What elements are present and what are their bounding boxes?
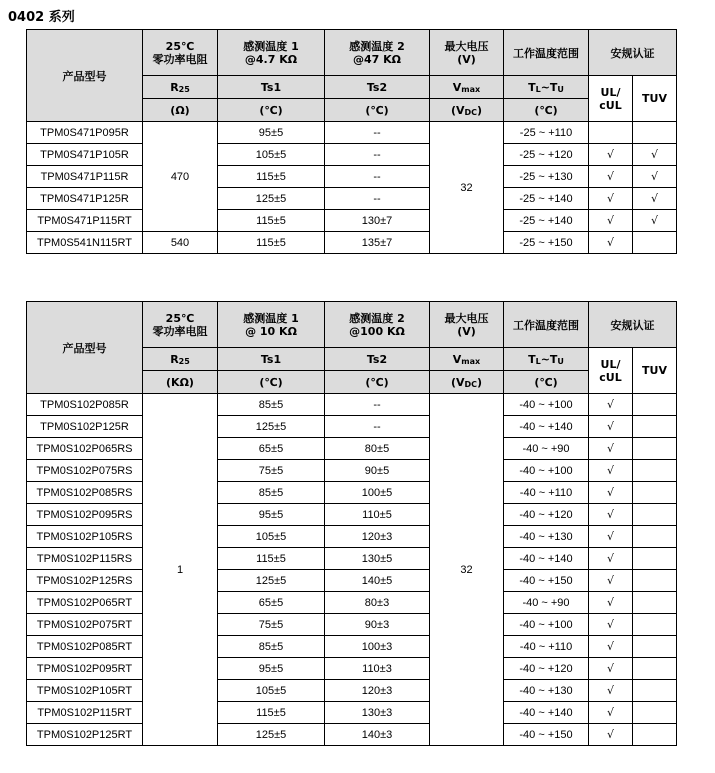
ul-check: √ [589, 188, 633, 210]
temp-range: -40 ~ +140 [504, 416, 589, 438]
part-number: TPM0S471P115R [27, 166, 143, 188]
ul-check: √ [589, 658, 633, 680]
header-vmax-symbol [430, 348, 504, 371]
header-r25-line1: 25℃ [165, 311, 195, 325]
ts2-value: 120±3 [325, 526, 430, 548]
vdc-close: ) [477, 103, 483, 117]
temp-range: -40 ~ +140 [504, 548, 589, 570]
tuv-check [633, 232, 677, 254]
header-ts1-line1: 感测温度 1 [243, 39, 299, 53]
ts2-value: 110±5 [325, 504, 430, 526]
ts2-value: 130±5 [325, 548, 430, 570]
header-vmax-line2: (V) [457, 52, 476, 66]
header-r25-line2: 零功率电阻 [152, 324, 208, 338]
header-ul-line1: UL/ [600, 357, 621, 371]
ul-check: √ [589, 166, 633, 188]
tuv-check [633, 702, 677, 724]
temp-range: -25 ~ +140 [504, 210, 589, 232]
ul-check: √ [589, 144, 633, 166]
header-vmax [430, 302, 504, 348]
part-number: TPM0S102P125RS [27, 570, 143, 592]
header-part-number: 产品型号 [27, 302, 143, 394]
ts1-value: 125±5 [218, 724, 325, 746]
part-number: TPM0S471P115RT [27, 210, 143, 232]
table-row [27, 460, 677, 482]
ts1-value: 115±5 [218, 166, 325, 188]
r25-value: 540 [143, 232, 218, 254]
tuv-check [633, 438, 677, 460]
vdc-open: (V [450, 375, 465, 389]
series-title: 0402 系列 [8, 10, 75, 25]
table-row [27, 438, 677, 460]
ul-check: √ [589, 210, 633, 232]
header-r25 [143, 30, 218, 76]
r25-sym: R [170, 352, 179, 366]
ts1-value: 85±5 [218, 636, 325, 658]
ul-check: √ [589, 394, 633, 416]
ul-check: √ [589, 636, 633, 658]
ts1-value: 125±5 [218, 188, 325, 210]
header-vmax-unit [430, 371, 504, 394]
tu-sym: ~T [540, 352, 558, 366]
part-number: TPM0S471P125R [27, 188, 143, 210]
ul-check: √ [589, 504, 633, 526]
vdc-sub: DC [464, 107, 478, 117]
header-r25-line2: 零功率电阻 [152, 52, 208, 66]
ul-check: √ [589, 724, 633, 746]
temp-range: -40 ~ +150 [504, 724, 589, 746]
header-vmax-symbol [430, 76, 504, 99]
header-ts2-line1: 感测温度 2 [349, 311, 405, 325]
tuv-check [633, 460, 677, 482]
ts1-value: 115±5 [218, 702, 325, 724]
r25-value: 470 [143, 122, 218, 232]
spec-table-1 [26, 29, 677, 254]
vmax-sym: V [452, 80, 462, 94]
vmax-sub: max [461, 84, 481, 94]
tuv-check [633, 724, 677, 746]
header-range-symbol [504, 76, 589, 99]
ts2-value: 110±3 [325, 658, 430, 680]
temp-range: -25 ~ +110 [504, 122, 589, 144]
ul-check: √ [589, 482, 633, 504]
ts1-value: 115±5 [218, 210, 325, 232]
tl-sym: T [528, 80, 536, 94]
temp-range: -40 ~ +130 [504, 680, 589, 702]
tl-sym: T [528, 352, 536, 366]
header-ul [589, 76, 633, 122]
tuv-check [633, 482, 677, 504]
table-row [27, 122, 677, 144]
part-number: TPM0S102P075RT [27, 614, 143, 636]
tuv-check: √ [633, 144, 677, 166]
ts2-value: -- [325, 144, 430, 166]
ts2-value: 120±3 [325, 680, 430, 702]
ul-check: √ [589, 570, 633, 592]
header-ul [589, 348, 633, 394]
tuv-check: √ [633, 166, 677, 188]
header-r25-symbol [143, 348, 218, 371]
vdc-close: ) [477, 375, 483, 389]
header-ts2-line1: 感测温度 2 [349, 39, 405, 53]
part-number: TPM0S102P075RS [27, 460, 143, 482]
table-row [27, 526, 677, 548]
vmax-sym: V [452, 352, 462, 366]
header-range-unit: (℃) [504, 371, 589, 394]
ts1-value: 105±5 [218, 144, 325, 166]
ts1-value: 105±5 [218, 526, 325, 548]
ts1-value: 125±5 [218, 570, 325, 592]
tuv-check [633, 416, 677, 438]
header-vmax-line1: 最大电压 [444, 39, 489, 53]
r25-value: 1 [143, 394, 218, 746]
ul-check: √ [589, 232, 633, 254]
part-number: TPM0S102P085RT [27, 636, 143, 658]
ts2-value: 90±5 [325, 460, 430, 482]
header-cert: 安规认证 [589, 30, 677, 76]
part-number: TPM0S102P105RS [27, 526, 143, 548]
r25-sym: R [170, 80, 179, 94]
tuv-check: √ [633, 210, 677, 232]
ul-check: √ [589, 416, 633, 438]
ul-check: √ [589, 526, 633, 548]
header-ts2-symbol: Ts2 [325, 76, 430, 99]
tuv-check [633, 570, 677, 592]
table-row [27, 482, 677, 504]
header-ts2-unit: (℃) [325, 99, 430, 122]
ts2-value: 140±3 [325, 724, 430, 746]
part-number: TPM0S102P105RT [27, 680, 143, 702]
ul-check: √ [589, 548, 633, 570]
part-number: TPM0S102P095RT [27, 658, 143, 680]
tuv-check: √ [633, 188, 677, 210]
ul-check: √ [589, 614, 633, 636]
tl-sub: L [535, 356, 541, 366]
header-r25-line1: 25℃ [165, 39, 195, 53]
table-row [27, 394, 677, 416]
ts2-value: -- [325, 166, 430, 188]
part-number: TPM0S102P085RS [27, 482, 143, 504]
ul-check: √ [589, 460, 633, 482]
table-row [27, 636, 677, 658]
r25-sub: 25 [178, 356, 190, 366]
header-ts1-line1: 感测温度 1 [243, 311, 299, 325]
ts2-value: 130±3 [325, 702, 430, 724]
temp-range: -40 ~ +120 [504, 504, 589, 526]
ts2-value: -- [325, 394, 430, 416]
tu-sub: U [557, 356, 564, 366]
tuv-check [633, 526, 677, 548]
ts2-value: 80±3 [325, 592, 430, 614]
ts1-value: 95±5 [218, 504, 325, 526]
ul-check: √ [589, 680, 633, 702]
table-row [27, 232, 677, 254]
temp-range: -25 ~ +130 [504, 166, 589, 188]
table-row [27, 210, 677, 232]
header-r25-symbol [143, 76, 218, 99]
table-row [27, 548, 677, 570]
table-row [27, 570, 677, 592]
header-ts1-line2: @4.7 KΩ [244, 52, 298, 66]
header-r-unit: (KΩ) [143, 371, 218, 394]
header-range-symbol [504, 348, 589, 371]
ts2-value: 140±5 [325, 570, 430, 592]
tuv-check [633, 658, 677, 680]
ts1-value: 65±5 [218, 592, 325, 614]
tuv-check [633, 122, 677, 144]
header-vmax-line2: (V) [457, 324, 476, 338]
ts2-value: 80±5 [325, 438, 430, 460]
temp-range: -40 ~ +90 [504, 592, 589, 614]
temp-range: -40 ~ +120 [504, 658, 589, 680]
part-number: TPM0S471P095R [27, 122, 143, 144]
part-number: TPM0S102P125R [27, 416, 143, 438]
part-number: TPM0S102P065RT [27, 592, 143, 614]
header-ts2-unit: (℃) [325, 371, 430, 394]
temp-range: -40 ~ +140 [504, 702, 589, 724]
ts1-value: 95±5 [218, 658, 325, 680]
header-tuv: TUV [633, 76, 677, 122]
header-r25 [143, 302, 218, 348]
tuv-check [633, 636, 677, 658]
vdc-open: (V [450, 103, 465, 117]
part-number: TPM0S102P085R [27, 394, 143, 416]
ts2-value: 100±5 [325, 482, 430, 504]
table-row [27, 144, 677, 166]
ul-check: √ [589, 702, 633, 724]
ts1-value: 85±5 [218, 394, 325, 416]
temp-range: -40 ~ +100 [504, 614, 589, 636]
header-r-unit: (Ω) [143, 99, 218, 122]
tu-sub: U [557, 84, 564, 94]
temp-range: -40 ~ +110 [504, 482, 589, 504]
header-ts1-unit: (℃) [218, 99, 325, 122]
header-ul-line2: cUL [599, 370, 622, 384]
table-row [27, 416, 677, 438]
header-ts2 [325, 302, 430, 348]
tuv-check [633, 504, 677, 526]
tu-sym: ~T [540, 80, 558, 94]
temp-range: -25 ~ +150 [504, 232, 589, 254]
ts1-value: 85±5 [218, 482, 325, 504]
table-row [27, 166, 677, 188]
temp-range: -40 ~ +130 [504, 526, 589, 548]
header-ts1-unit: (℃) [218, 371, 325, 394]
ts2-value: 135±7 [325, 232, 430, 254]
ts2-value: -- [325, 416, 430, 438]
table-row [27, 188, 677, 210]
ts1-value: 115±5 [218, 232, 325, 254]
temp-range: -40 ~ +110 [504, 636, 589, 658]
table2-body [27, 394, 677, 746]
ts2-value: 90±3 [325, 614, 430, 636]
ts1-value: 115±5 [218, 548, 325, 570]
ul-check: √ [589, 438, 633, 460]
ul-check: √ [589, 592, 633, 614]
header-ts1-symbol: Ts1 [218, 76, 325, 99]
temp-range: -40 ~ +90 [504, 438, 589, 460]
ts1-value: 75±5 [218, 460, 325, 482]
ts1-value: 75±5 [218, 614, 325, 636]
temp-range: -40 ~ +100 [504, 460, 589, 482]
ts1-value: 65±5 [218, 438, 325, 460]
temp-range: -25 ~ +140 [504, 188, 589, 210]
temp-range: -40 ~ +150 [504, 570, 589, 592]
ts2-value: -- [325, 122, 430, 144]
temp-range: -25 ~ +120 [504, 144, 589, 166]
header-ts2 [325, 30, 430, 76]
ts2-value: -- [325, 188, 430, 210]
spec-table-2 [26, 301, 677, 746]
header-part-number: 产品型号 [27, 30, 143, 122]
ul-check [589, 122, 633, 144]
table-row [27, 592, 677, 614]
header-range-unit: (℃) [504, 99, 589, 122]
tl-sub: L [535, 84, 541, 94]
part-number: TPM0S102P115RT [27, 702, 143, 724]
part-number: TPM0S102P115RS [27, 548, 143, 570]
part-number: TPM0S102P065RS [27, 438, 143, 460]
header-ts2-line2: @100 KΩ [349, 324, 405, 338]
tuv-check [633, 394, 677, 416]
tuv-check [633, 680, 677, 702]
header-temp-range: 工作温度范围 [504, 30, 589, 76]
ts2-value: 100±3 [325, 636, 430, 658]
tuv-check [633, 592, 677, 614]
ts1-value: 105±5 [218, 680, 325, 702]
header-ul-line2: cUL [599, 98, 622, 112]
header-ts2-line2: @47 KΩ [352, 52, 401, 66]
header-tuv: TUV [633, 348, 677, 394]
vmax-value: 32 [430, 394, 504, 746]
vdc-sub: DC [464, 379, 478, 389]
header-vmax-unit [430, 99, 504, 122]
table-row [27, 614, 677, 636]
header-ts1 [218, 30, 325, 76]
table-row [27, 680, 677, 702]
r25-sub: 25 [178, 84, 190, 94]
table-row [27, 724, 677, 746]
table-row [27, 702, 677, 724]
header-ts1 [218, 302, 325, 348]
header-ts2-symbol: Ts2 [325, 348, 430, 371]
header-cert: 安规认证 [589, 302, 677, 348]
temp-range: -40 ~ +100 [504, 394, 589, 416]
part-number: TPM0S102P125RT [27, 724, 143, 746]
ts1-value: 125±5 [218, 416, 325, 438]
ts1-value: 95±5 [218, 122, 325, 144]
header-vmax-line1: 最大电压 [444, 311, 489, 325]
header-temp-range: 工作温度范围 [504, 302, 589, 348]
header-ul-line1: UL/ [600, 85, 621, 99]
vmax-value: 32 [430, 122, 504, 254]
table-row [27, 504, 677, 526]
part-number: TPM0S541N115RT [27, 232, 143, 254]
tuv-check [633, 548, 677, 570]
vmax-sub: max [461, 356, 481, 366]
part-number: TPM0S102P095RS [27, 504, 143, 526]
header-ts1-line2: @ 10 KΩ [245, 324, 297, 338]
ts2-value: 130±7 [325, 210, 430, 232]
header-ts1-symbol: Ts1 [218, 348, 325, 371]
tuv-check [633, 614, 677, 636]
part-number: TPM0S471P105R [27, 144, 143, 166]
header-vmax [430, 30, 504, 76]
table-row [27, 658, 677, 680]
